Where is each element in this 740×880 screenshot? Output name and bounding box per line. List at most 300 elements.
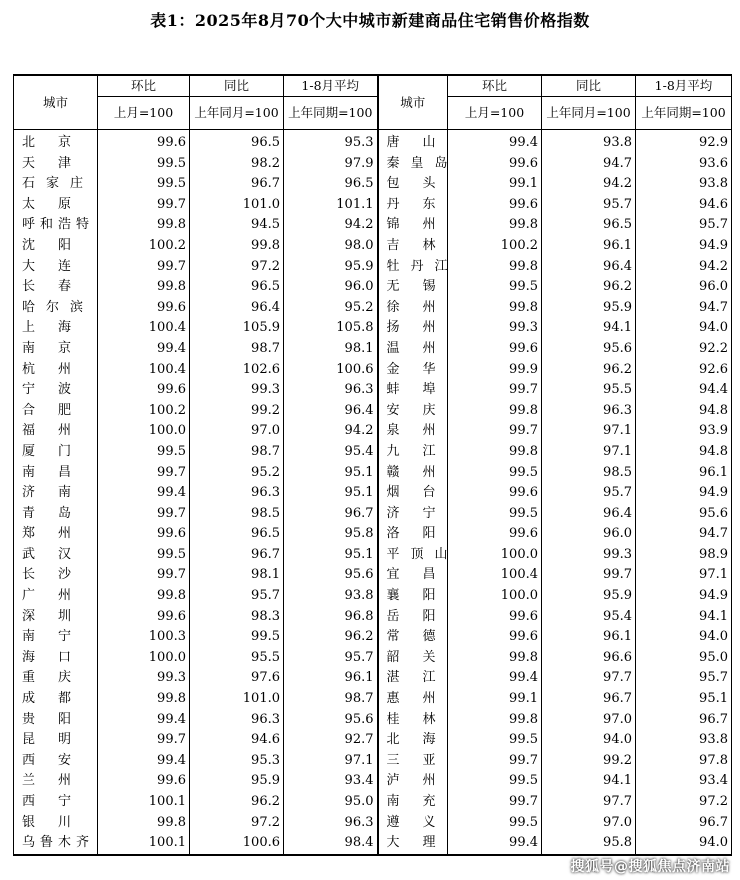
mom-value-right: 99.8	[448, 710, 542, 731]
mom-value-left: 99.5	[98, 442, 190, 463]
city-name: 烟 台	[386, 485, 436, 501]
city-name: 丹 东	[386, 196, 436, 212]
yoy-value-right: 95.6	[542, 339, 636, 360]
mom-value-left: 99.6	[98, 298, 190, 319]
avg-value-left: 101.1	[284, 195, 378, 216]
mom-value-right: 99.5	[448, 463, 542, 484]
yoy-value-right: 96.2	[542, 360, 636, 381]
yoy-value-left: 96.7	[190, 174, 284, 195]
city-name: 遵 义	[386, 814, 436, 830]
city-cell-right	[378, 689, 448, 710]
city-cell-right	[378, 792, 448, 813]
city-cell-right	[378, 339, 448, 360]
yoy-value-left: 97.6	[190, 668, 284, 689]
yoy-value-right: 96.5	[542, 215, 636, 236]
mom-value-right: 99.6	[448, 524, 542, 545]
city-cell-left	[14, 380, 98, 401]
city-cell-left	[14, 174, 98, 195]
city-name: 深 圳	[22, 608, 72, 624]
mom-value-left: 99.7	[98, 463, 190, 484]
city-cell-left	[14, 524, 98, 545]
mom-value-right: 99.4	[448, 668, 542, 689]
table-row	[14, 442, 732, 463]
table-row	[14, 130, 732, 154]
yoy-value-right: 98.5	[542, 463, 636, 484]
city-cell-left	[14, 483, 98, 504]
city-name: 温 州	[386, 340, 436, 356]
mom-value-left: 99.7	[98, 257, 190, 278]
mom-value-left: 100.3	[98, 627, 190, 648]
city-cell-left	[14, 833, 98, 855]
avg-value-right: 93.6	[636, 154, 732, 175]
avg-value-left: 95.0	[284, 792, 378, 813]
mom-value-right: 99.6	[448, 154, 542, 175]
city-name: 桂 林	[386, 711, 436, 727]
city-name: 长 沙	[22, 567, 72, 583]
avg-value-left: 96.5	[284, 174, 378, 195]
avg-value-left: 93.4	[284, 771, 378, 792]
header-yoy-base-right: 上年同月=100	[542, 97, 636, 130]
yoy-value-left: 105.9	[190, 318, 284, 339]
city-name: 长 春	[22, 279, 72, 295]
avg-value-left: 93.8	[284, 586, 378, 607]
city-name: 郑 州	[22, 526, 72, 542]
city-cell-left	[14, 689, 98, 710]
table-row	[14, 627, 732, 648]
avg-value-right: 92.2	[636, 339, 732, 360]
yoy-value-left: 98.7	[190, 442, 284, 463]
yoy-value-right: 93.8	[542, 130, 636, 154]
yoy-value-left: 95.9	[190, 771, 284, 792]
city-name: 乌 鲁 木 齐	[22, 835, 90, 851]
city-cell-left	[14, 215, 98, 236]
city-name: 宜 昌	[386, 567, 436, 583]
city-cell-right	[378, 504, 448, 525]
avg-value-right: 94.0	[636, 833, 732, 855]
header-mom-right: 环比	[448, 75, 542, 97]
city-name: 韶 关	[386, 649, 436, 665]
city-cell-left	[14, 421, 98, 442]
city-name: 蚌 埠	[386, 382, 436, 398]
avg-value-right: 94.7	[636, 298, 732, 319]
city-cell-right	[378, 813, 448, 834]
mom-value-right: 99.8	[448, 648, 542, 669]
table-row	[14, 298, 732, 319]
city-cell-left	[14, 668, 98, 689]
yoy-value-left: 98.1	[190, 565, 284, 586]
avg-value-right: 96.1	[636, 463, 732, 484]
yoy-value-left: 97.0	[190, 421, 284, 442]
yoy-value-left: 99.3	[190, 380, 284, 401]
city-cell-right	[378, 483, 448, 504]
mom-value-left: 99.8	[98, 215, 190, 236]
city-cell-left	[14, 154, 98, 175]
mom-value-right: 99.5	[448, 730, 542, 751]
avg-value-right: 94.7	[636, 524, 732, 545]
city-cell-right	[378, 730, 448, 751]
avg-value-right: 94.8	[636, 442, 732, 463]
avg-value-left: 95.3	[284, 130, 378, 154]
table-row	[14, 565, 732, 586]
city-cell-left	[14, 813, 98, 834]
avg-value-right: 92.9	[636, 130, 732, 154]
table-row	[14, 813, 732, 834]
avg-value-left: 97.1	[284, 751, 378, 772]
mom-value-left: 99.6	[98, 771, 190, 792]
table-row	[14, 545, 732, 566]
avg-value-right: 92.6	[636, 360, 732, 381]
yoy-value-right: 95.8	[542, 833, 636, 855]
city-cell-left	[14, 607, 98, 628]
table-row	[14, 524, 732, 545]
city-cell-left	[14, 401, 98, 422]
city-name: 沈 阳	[22, 237, 72, 253]
avg-value-right: 94.1	[636, 607, 732, 628]
yoy-value-left: 96.3	[190, 710, 284, 731]
yoy-value-right: 94.2	[542, 174, 636, 195]
city-cell-left	[14, 504, 98, 525]
city-name: 襄 阳	[386, 588, 436, 604]
avg-value-right: 95.7	[636, 215, 732, 236]
city-name: 合 肥	[22, 402, 72, 418]
yoy-value-right: 99.7	[542, 565, 636, 586]
city-cell-right	[378, 195, 448, 216]
header-yoy-base-left: 上年同月=100	[190, 97, 284, 130]
city-name: 泉 州	[386, 423, 436, 439]
city-name: 扬 州	[386, 320, 436, 336]
avg-value-right: 94.6	[636, 195, 732, 216]
city-name: 岳 阳	[386, 608, 436, 624]
mom-value-right: 99.7	[448, 751, 542, 772]
mom-value-right: 99.8	[448, 401, 542, 422]
yoy-value-right: 94.1	[542, 318, 636, 339]
yoy-value-left: 99.8	[190, 236, 284, 257]
table-row	[14, 648, 732, 669]
table-row	[14, 483, 732, 504]
mom-value-right: 99.8	[448, 442, 542, 463]
mom-value-right: 99.6	[448, 627, 542, 648]
avg-value-right: 95.0	[636, 648, 732, 669]
city-name: 平 顶 山	[386, 546, 448, 562]
city-cell-right	[378, 565, 448, 586]
avg-value-left: 95.1	[284, 463, 378, 484]
city-name: 大 理	[386, 835, 436, 851]
city-name: 厦 门	[22, 443, 72, 459]
yoy-value-left: 98.7	[190, 339, 284, 360]
mom-value-left: 99.7	[98, 195, 190, 216]
watermark: 搜狐号@搜狐焦点济南站	[570, 859, 730, 875]
city-name: 天 津	[22, 155, 72, 171]
mom-value-left: 100.4	[98, 360, 190, 381]
yoy-value-right: 96.2	[542, 277, 636, 298]
city-cell-right	[378, 586, 448, 607]
city-name: 贵 阳	[22, 711, 72, 727]
city-name: 大 连	[22, 258, 72, 274]
avg-value-right: 93.9	[636, 421, 732, 442]
city-name: 安 庆	[386, 402, 436, 418]
table-row	[14, 771, 732, 792]
city-cell-left	[14, 463, 98, 484]
avg-value-right: 98.9	[636, 545, 732, 566]
yoy-value-left: 95.3	[190, 751, 284, 772]
yoy-value-right: 97.7	[542, 792, 636, 813]
yoy-value-left: 99.5	[190, 627, 284, 648]
city-cell-left	[14, 565, 98, 586]
avg-value-right: 97.2	[636, 792, 732, 813]
yoy-value-left: 96.4	[190, 298, 284, 319]
header-mom-base-right: 上月=100	[448, 97, 542, 130]
mom-value-left: 99.5	[98, 154, 190, 175]
city-cell-right	[378, 668, 448, 689]
city-name: 秦 皇 岛	[386, 155, 448, 171]
table-row	[14, 339, 732, 360]
city-name: 杭 州	[22, 361, 72, 377]
city-name: 西 安	[22, 752, 72, 768]
city-cell-left	[14, 586, 98, 607]
city-cell-left	[14, 792, 98, 813]
mom-value-left: 99.3	[98, 668, 190, 689]
city-cell-right	[378, 318, 448, 339]
price-index-table	[13, 74, 732, 856]
avg-value-right: 94.9	[636, 483, 732, 504]
mom-value-right: 99.5	[448, 277, 542, 298]
table-row	[14, 421, 732, 442]
avg-value-right: 94.4	[636, 380, 732, 401]
yoy-value-right: 96.3	[542, 401, 636, 422]
city-cell-left	[14, 277, 98, 298]
mom-value-left: 99.5	[98, 545, 190, 566]
city-name: 九 江	[386, 443, 436, 459]
mom-value-left: 99.8	[98, 813, 190, 834]
table-row	[14, 195, 732, 216]
mom-value-left: 99.5	[98, 174, 190, 195]
mom-value-left: 100.2	[98, 236, 190, 257]
mom-value-right: 99.6	[448, 483, 542, 504]
city-name: 金 华	[386, 361, 436, 377]
city-name: 三 亚	[386, 752, 436, 768]
city-cell-left	[14, 257, 98, 278]
table-row	[14, 730, 732, 751]
city-cell-right	[378, 421, 448, 442]
avg-value-right: 96.0	[636, 277, 732, 298]
mom-value-right: 99.7	[448, 421, 542, 442]
avg-value-right: 94.0	[636, 318, 732, 339]
city-name: 惠 州	[386, 691, 436, 707]
city-cell-left	[14, 195, 98, 216]
city-name: 银 川	[22, 814, 72, 830]
city-cell-right	[378, 524, 448, 545]
city-name: 无 锡	[386, 279, 436, 295]
avg-value-right: 97.8	[636, 751, 732, 772]
avg-value-left: 95.1	[284, 483, 378, 504]
avg-value-left: 100.6	[284, 360, 378, 381]
mom-value-left: 100.2	[98, 401, 190, 422]
table-row	[14, 154, 732, 175]
table-body	[14, 130, 732, 855]
yoy-value-left: 96.5	[190, 277, 284, 298]
header-avg-left: 1-8月平均	[284, 75, 378, 97]
city-cell-right	[378, 401, 448, 422]
city-name: 西 宁	[22, 794, 72, 809]
city-cell-left	[14, 130, 98, 154]
city-cell-right	[378, 154, 448, 175]
city-cell-right	[378, 545, 448, 566]
city-name: 武 汉	[22, 546, 72, 562]
avg-value-left: 95.9	[284, 257, 378, 278]
yoy-value-right: 97.0	[542, 813, 636, 834]
yoy-value-left: 102.6	[190, 360, 284, 381]
header-mom-left: 环比	[98, 75, 190, 97]
avg-value-left: 94.2	[284, 421, 378, 442]
city-cell-right	[378, 751, 448, 772]
table-row	[14, 607, 732, 628]
city-cell-left	[14, 236, 98, 257]
mom-value-left: 99.6	[98, 524, 190, 545]
city-cell-right	[378, 833, 448, 855]
table-row	[14, 751, 732, 772]
avg-value-left: 97.9	[284, 154, 378, 175]
mom-value-left: 100.0	[98, 421, 190, 442]
city-name: 南 昌	[22, 464, 72, 480]
avg-value-left: 98.1	[284, 339, 378, 360]
city-cell-right	[378, 277, 448, 298]
city-name: 湛 江	[386, 670, 436, 686]
mom-value-right: 99.7	[448, 380, 542, 401]
mom-value-right: 99.1	[448, 689, 542, 710]
table-row	[14, 380, 732, 401]
city-cell-right	[378, 215, 448, 236]
yoy-value-left: 97.2	[190, 257, 284, 278]
yoy-value-right: 96.0	[542, 524, 636, 545]
city-name: 泸 州	[386, 773, 436, 789]
city-cell-right	[378, 442, 448, 463]
mom-value-left: 99.7	[98, 504, 190, 525]
mom-value-right: 99.6	[448, 607, 542, 628]
yoy-value-left: 96.3	[190, 483, 284, 504]
yoy-value-right: 97.0	[542, 710, 636, 731]
mom-value-left: 99.7	[98, 730, 190, 751]
city-name: 昆 明	[22, 732, 72, 748]
mom-value-left: 99.4	[98, 751, 190, 772]
avg-value-left: 92.7	[284, 730, 378, 751]
yoy-value-right: 95.7	[542, 483, 636, 504]
mom-value-left: 100.4	[98, 318, 190, 339]
yoy-value-left: 98.5	[190, 504, 284, 525]
mom-value-left: 100.1	[98, 833, 190, 855]
yoy-value-left: 95.5	[190, 648, 284, 669]
yoy-value-right: 96.1	[542, 236, 636, 257]
city-cell-left	[14, 442, 98, 463]
city-cell-left	[14, 298, 98, 319]
city-name: 牡 丹 江	[386, 258, 448, 274]
mom-value-left: 99.6	[98, 607, 190, 628]
mom-value-left: 99.6	[98, 380, 190, 401]
mom-value-left: 100.0	[98, 648, 190, 669]
table-row	[14, 236, 732, 257]
yoy-value-right: 99.3	[542, 545, 636, 566]
yoy-value-right: 94.1	[542, 771, 636, 792]
avg-value-left: 96.4	[284, 401, 378, 422]
avg-value-left: 98.7	[284, 689, 378, 710]
city-name: 吉 林	[386, 237, 436, 253]
mom-value-left: 99.7	[98, 565, 190, 586]
header-avg-base-left: 上年同期=100	[284, 97, 378, 130]
yoy-value-right: 97.1	[542, 421, 636, 442]
avg-value-left: 98.0	[284, 236, 378, 257]
avg-value-right: 93.8	[636, 730, 732, 751]
avg-value-right: 93.8	[636, 174, 732, 195]
yoy-value-left: 96.2	[190, 792, 284, 813]
avg-value-right: 95.7	[636, 668, 732, 689]
yoy-value-left: 100.6	[190, 833, 284, 855]
yoy-value-left: 98.3	[190, 607, 284, 628]
avg-value-left: 95.2	[284, 298, 378, 319]
table-row	[14, 215, 732, 236]
table-row	[14, 792, 732, 813]
mom-value-right: 100.2	[448, 236, 542, 257]
yoy-value-right: 96.4	[542, 257, 636, 278]
city-name: 济 南	[22, 485, 72, 501]
mom-value-right: 99.5	[448, 813, 542, 834]
city-name: 赣 州	[386, 464, 436, 480]
city-name: 上 海	[22, 320, 72, 336]
mom-value-right: 99.8	[448, 298, 542, 319]
mom-value-left: 99.8	[98, 277, 190, 298]
mom-value-right: 99.3	[448, 318, 542, 339]
city-cell-right	[378, 710, 448, 731]
city-cell-right	[378, 771, 448, 792]
header-avg-right: 1-8月平均	[636, 75, 732, 97]
city-name: 成 都	[22, 691, 72, 707]
table-row	[14, 710, 732, 731]
mom-value-right: 99.7	[448, 792, 542, 813]
mom-value-right: 99.5	[448, 771, 542, 792]
city-name: 常 德	[386, 629, 436, 645]
city-name: 太 原	[22, 196, 72, 212]
city-cell-left	[14, 648, 98, 669]
city-name: 重 庆	[22, 670, 72, 686]
city-cell-right	[378, 236, 448, 257]
city-name: 北 海	[386, 732, 436, 748]
table-title: 表1：2025年8月70个大中城市新建商品住宅销售价格指数	[150, 11, 590, 30]
table-row	[14, 504, 732, 525]
city-cell-left	[14, 771, 98, 792]
yoy-value-left: 98.2	[190, 154, 284, 175]
city-name: 济 宁	[386, 505, 436, 521]
city-name: 洛 阳	[386, 526, 436, 542]
city-name: 南 充	[386, 794, 436, 809]
mom-value-left: 99.8	[98, 689, 190, 710]
header-mom-base-left: 上月=100	[98, 97, 190, 130]
city-name: 宁 波	[22, 382, 72, 398]
city-name: 南 京	[22, 340, 72, 356]
table-row	[14, 277, 732, 298]
header-yoy-right: 同比	[542, 75, 636, 97]
header-city-right: 城市	[378, 75, 448, 130]
table-row	[14, 257, 732, 278]
city-cell-left	[14, 339, 98, 360]
yoy-value-left: 101.0	[190, 195, 284, 216]
table-row	[14, 318, 732, 339]
city-name: 徐 州	[386, 299, 436, 315]
yoy-value-right: 94.7	[542, 154, 636, 175]
avg-value-right: 93.4	[636, 771, 732, 792]
table-row	[14, 174, 732, 195]
yoy-value-left: 97.2	[190, 813, 284, 834]
table-row	[14, 360, 732, 381]
city-cell-left	[14, 545, 98, 566]
avg-value-left: 94.2	[284, 215, 378, 236]
